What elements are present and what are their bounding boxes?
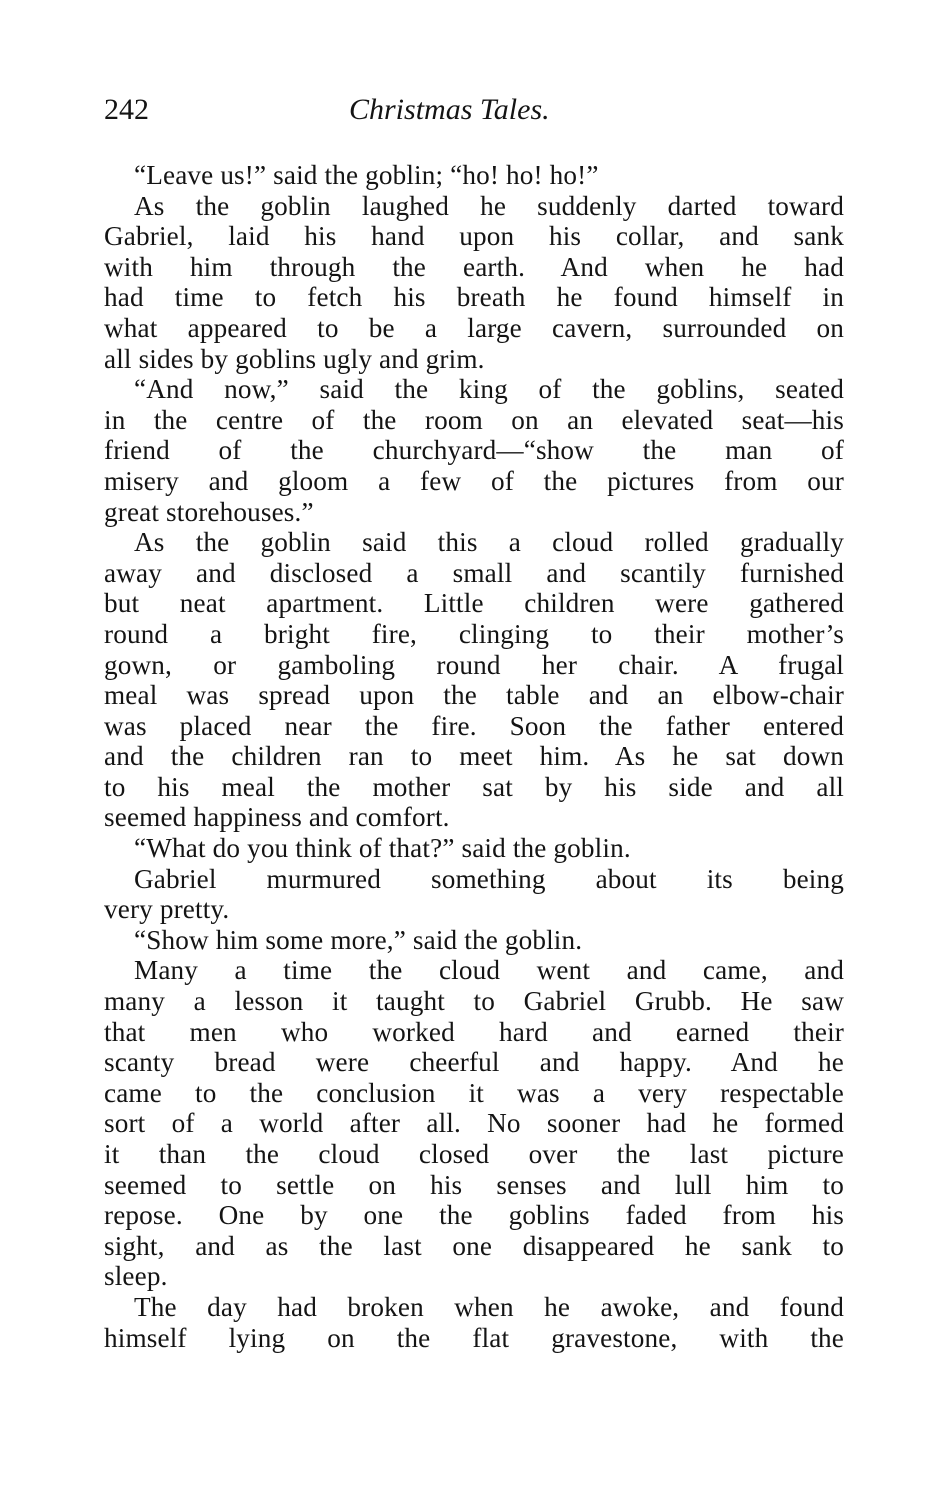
paragraph <box>104 191 844 375</box>
text-line: great storehouses.” <box>104 496 314 527</box>
text-line: As the goblin laughed he suddenly darted toward <box>134 190 844 221</box>
running-title: Christmas Tales. <box>349 93 550 126</box>
text-line: was placed near the fire. Soon the father entered <box>104 710 844 741</box>
text-line: Gabriel, laid his hand upon his collar, and sank <box>104 221 844 252</box>
text-line: all sides by goblins ugly and grim. <box>104 343 485 374</box>
page-header <box>104 88 844 132</box>
paragraph <box>104 833 844 864</box>
text-line: what appeared to be a large cavern, surrounded on <box>104 312 844 343</box>
text-line: scanty bread were cheerful and happy. And he <box>104 1047 844 1078</box>
text-line: seemed to settle on his senses and lull him to <box>104 1169 844 1200</box>
text-line: that men who worked hard and earned their <box>104 1016 844 1047</box>
text-line: sleep. <box>104 1261 168 1292</box>
text-line: sight, and as the last one disappeared he sank to <box>104 1230 844 1261</box>
text-line: very pretty. <box>104 894 230 925</box>
text-line: As the goblin said this a cloud rolled gradually <box>134 527 844 558</box>
text-line: and the children ran to meet him. As he sat down <box>104 741 844 772</box>
text-line: Gabriel murmured something about its being <box>134 863 844 894</box>
paragraph <box>104 1292 844 1353</box>
paragraph <box>104 864 844 925</box>
text-line: came to the conclusion it was a very respectable <box>104 1077 844 1108</box>
text-line: it than the cloud closed over the last picture <box>104 1139 844 1169</box>
body-text <box>104 160 844 1353</box>
text-line: Many a time the cloud went and came, and <box>134 955 844 986</box>
text-line: sort of a world after all. No sooner had he formed <box>104 1108 844 1139</box>
text-line: “And now,” said the king of the goblins, seated <box>134 374 844 405</box>
paragraph <box>104 527 844 833</box>
text-line: seemed happiness and comfort. <box>104 802 450 833</box>
text-line: “Leave us!” said the goblin; “ho! ho! ho!” <box>134 160 599 190</box>
text-line: The day had broken when he awoke, and found <box>134 1291 844 1322</box>
text-line: misery and gloom a few of the pictures from our <box>104 465 844 496</box>
text-line: “What do you think of that?” said the goblin. <box>134 833 631 864</box>
paragraph <box>104 955 844 1292</box>
text-line: friend of the churchyard—“show the man of <box>104 435 844 466</box>
text-line: in the centre of the room on an elevated seat—his <box>104 404 844 435</box>
paragraph <box>104 374 844 527</box>
text-line: “Show him some more,” said the goblin. <box>134 924 583 955</box>
text-line: repose. One by one the goblins faded from his <box>104 1200 844 1231</box>
text-line: but neat apartment. Little children were gathered <box>104 588 844 619</box>
page-number: 242 <box>104 93 149 126</box>
text-line: had time to fetch his breath he found himself in <box>104 282 844 313</box>
text-line: to his meal the mother sat by his side and all <box>104 771 844 802</box>
text-line: himself lying on the flat gravestone, with the <box>104 1322 844 1353</box>
text-line: away and disclosed a small and scantily furnished <box>104 557 844 588</box>
text-line: round a bright fire, clinging to their mother’s <box>104 618 844 649</box>
text-line: with him through the earth. And when he had <box>104 251 844 282</box>
text-line: gown, or gamboling round her chair. A frugal <box>104 649 844 680</box>
paragraph <box>104 925 844 956</box>
text-line: many a lesson it taught to Gabriel Grubb. He saw <box>104 986 844 1017</box>
text-line: meal was spread upon the table and an elbow-chair <box>104 680 844 711</box>
paragraph <box>104 160 844 191</box>
